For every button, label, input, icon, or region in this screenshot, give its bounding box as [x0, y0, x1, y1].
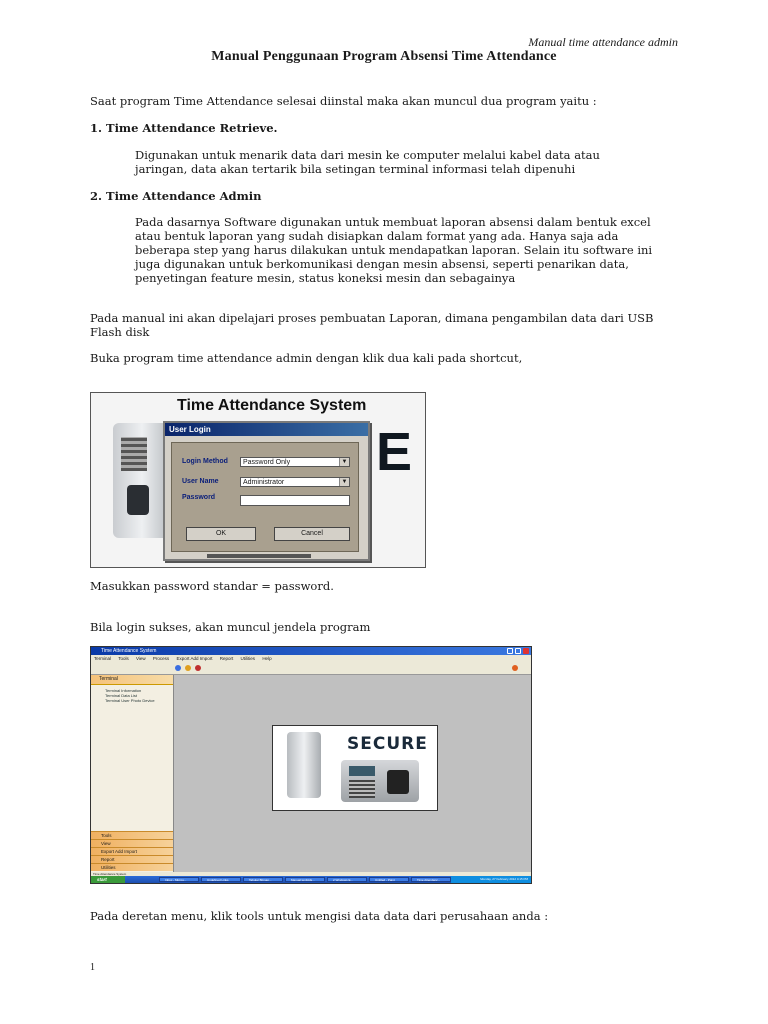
sidebar — [91, 675, 174, 872]
menu-item[interactable]: Report — [219, 656, 234, 661]
toolbar-icon[interactable] — [185, 665, 191, 671]
taskbar-item[interactable]: Undefined Links — [201, 877, 241, 882]
item1-line-1: Digunakan untuk menarik data dari mesin ke computer melalui kabel data atau — [135, 148, 600, 162]
manual-line-1: Pada manual ini akan dipelajari proses pembuatan Laporan, dimana pengambilan data dari USB — [90, 311, 654, 325]
password-input[interactable] — [240, 495, 350, 506]
running-header: Manual time attendance admin — [528, 35, 678, 49]
open-program-paragraph: Buka program time attendance admin dengan klik dua kali pada shortcut, — [90, 351, 523, 365]
menu-item[interactable]: View — [135, 656, 146, 661]
nav-button-tools[interactable]: Tools — [91, 831, 173, 839]
user-name-label: User Name — [182, 478, 219, 485]
sidebar-header: Terminal — [91, 675, 173, 685]
menu-item[interactable]: Help — [262, 656, 272, 661]
system-title: Time Attendance System — [177, 397, 367, 414]
user-name-select[interactable]: Administrator ▼ — [240, 477, 350, 487]
logo-fragment: E — [376, 422, 413, 482]
toolbar — [91, 662, 531, 675]
page-number: 1 — [90, 962, 95, 973]
app-window-screenshot — [90, 646, 532, 884]
brand-logo: SECURE — [347, 734, 428, 754]
item2-line-2: atau bentuk laporan yang sudah disiapkan dalam format yang ada. Hanya saja ada — [135, 229, 619, 243]
manual-line-2: Flash disk — [90, 325, 150, 339]
item1-heading: 1. Time Attendance Retrieve. — [90, 121, 278, 135]
login-screenshot — [90, 392, 426, 568]
cancel-button[interactable]: Cancel — [274, 527, 350, 541]
taskbar-item[interactable]: Inbox - Micros... — [159, 877, 199, 882]
chevron-down-icon[interactable]: ▼ — [339, 478, 349, 486]
taskbar — [91, 876, 531, 883]
taskbar-item[interactable]: Tabular Bitmap... — [243, 877, 283, 882]
user-login-dialog — [163, 421, 370, 561]
menu-item[interactable]: Export Add Import — [176, 656, 213, 661]
menu-item[interactable]: Process — [152, 656, 170, 661]
exit-icon[interactable] — [512, 665, 518, 671]
item2-heading: 2. Time Attendance Admin — [90, 189, 262, 203]
item2-line-4: juga digunakan untuk berkomunikasi dengan mesin absensi, seperti penarikan data, — [135, 257, 629, 271]
taskbar-item[interactable]: Time Attendanc... — [411, 877, 451, 882]
sidebar-item[interactable]: Terminal User Photo Device — [105, 698, 155, 703]
dialog-title: User Login — [165, 423, 368, 436]
item2-line-5: penyetingan feature mesin, status koneksi mesin dan sebagainya — [135, 271, 516, 285]
fingerprint-device-image — [287, 732, 321, 798]
splash-image — [272, 725, 438, 811]
sidebar-item[interactable]: Terminal Information — [105, 688, 142, 693]
workspace — [174, 675, 531, 872]
taskbar-item[interactable]: 2 Windows E... — [327, 877, 367, 882]
terminal-device-image — [341, 760, 419, 802]
footer-bar — [207, 554, 311, 558]
maximize-icon[interactable] — [515, 648, 521, 654]
close-icon[interactable] — [523, 648, 529, 654]
password-note: Masukkan password standar = password. — [90, 579, 334, 593]
login-success-paragraph: Bila login sukses, akan muncul jendela program — [90, 620, 371, 634]
menu-item[interactable]: Utilities — [240, 656, 256, 661]
ok-button[interactable]: OK — [186, 527, 256, 541]
menu-item[interactable]: Tools — [118, 656, 129, 661]
item2-line-1: Pada dasarnya Software digunakan untuk membuat laporan absensi dalam bentuk excel — [135, 215, 651, 229]
taskbar-item[interactable]: Manual tenfolds... — [285, 877, 325, 882]
status-bar: Time Attendance System — [91, 872, 531, 876]
start-button[interactable]: start — [91, 876, 125, 883]
toolbar-icon[interactable] — [195, 665, 201, 671]
system-tray-clock: Monday, 27 February 2012 4:15 PM — [451, 876, 531, 883]
menu-item[interactable]: Terminal — [94, 656, 112, 661]
taskbar-item[interactable]: Untitled - Paint — [369, 877, 409, 882]
tools-note: Pada deretan menu, klik tools untuk mengisi data data dari perusahaan anda : — [90, 909, 549, 923]
nav-button-view[interactable]: View — [91, 839, 173, 847]
nav-button-report[interactable]: Report — [91, 855, 173, 863]
password-label: Password — [182, 494, 216, 501]
page-title: Manual Penggunaan Program Absensi Time Attendance — [211, 49, 557, 64]
item1-line-2: jaringan, data akan tertarik bila setingan terminal informasi telah dipenuhi — [135, 162, 576, 176]
sidebar-item[interactable]: Terminal Data List — [105, 693, 138, 698]
chevron-down-icon[interactable]: ▼ — [339, 458, 349, 466]
intro-paragraph: Saat program Time Attendance selesai diinstal maka akan muncul dua program yaitu : — [90, 94, 597, 108]
item2-line-3: beberapa step yang harus dilakukan untuk mendapatkan laporan. Selain itu software ini — [135, 243, 653, 257]
toolbar-icon[interactable] — [175, 665, 181, 671]
login-method-select[interactable]: Password Only ▼ — [240, 457, 350, 467]
nav-button-utilities[interactable]: Utilities — [91, 863, 173, 871]
menu-bar — [91, 655, 531, 662]
window-titlebar: Time Attendance System — [91, 647, 531, 655]
nav-button-export[interactable]: Export Add Import — [91, 847, 173, 855]
minimize-icon[interactable] — [507, 648, 513, 654]
login-method-label: Login Method — [182, 458, 228, 465]
